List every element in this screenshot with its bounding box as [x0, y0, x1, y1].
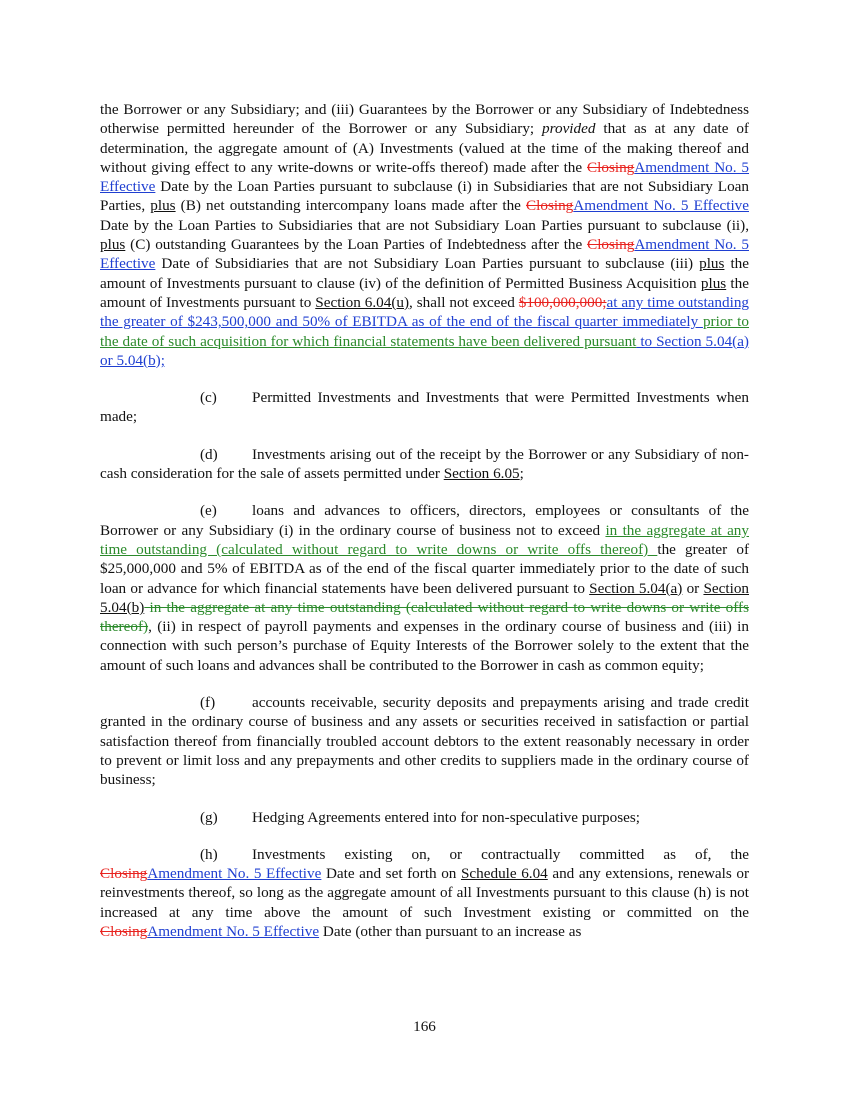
underlined-term: plus	[150, 197, 176, 215]
document-page	[100, 100, 749, 941]
inserted-text: Amendment No. 5 Effective	[147, 922, 320, 940]
underlined-term: plus	[699, 255, 725, 273]
clause-label: (h)	[200, 845, 218, 863]
clause-label: (e)	[200, 502, 217, 520]
deleted-text: $100,000,000;	[518, 293, 607, 311]
underlined-term: plus	[700, 274, 727, 292]
inserted-text: Amendment No. 5 Effective	[573, 197, 749, 215]
clause-h: (h) Investments existing on, or contractually committed as of, the ClosingAmendment No. 5 Effective Date and set forth on Schedule 6.04 and any extensions, renewals or reinvestments thereof, so long as the aggregate amount of all Investments pursuant to this clause (h) is not increased at any time above the amount of such Investment existing or committed on the ClosingAmendment No. 5 Effective Date (other than pursuant to an increase as	[100, 845, 750, 940]
clause-f: (f) accounts receivable, security deposits and prepayments arising and trade credit granted in the ordinary course of business and any assets or securities received in satisfaction or partial satisfaction thereof from financially troubled account debtors to the extent reasonably necessary in order to prevent or limit loss and any prepayments and other credits to suppliers made in the ordinary course of business;	[100, 694, 749, 789]
deleted-text: Closing	[587, 236, 635, 254]
inserted-text: Amendment No. 5 Effective	[100, 158, 750, 196]
deleted-text: Closing	[587, 158, 635, 176]
clause-label: (g)	[200, 808, 218, 826]
inserted-text-green: in the aggregate at any time outstanding (calculated without regard to write downs or write offs thereof)	[100, 521, 749, 558]
deleted-text: Closing	[526, 197, 574, 215]
paragraph-continuation: the Borrower or any Subsidiary; and (iii) Guarantees by the Borrower or any Subsidiary of Indebtedness otherwise permitted hereunder of the Borrower or any Subsidiary; provided that as at any date of determination, the aggregate amount of (A) Investments (valued at the time of the making thereof and without giving effect to any write-downs or write-offs thereof) made after the ClosingAmendment No. 5 Effective Date by the Loan Parties pursuant to subclause (i) in Subsidiaries that are not Subsidiary Loan Parties, plus (B) net outstanding intercompany loans made after the ClosingAmendment No. 5 Effective Date by the Loan Parties to Subsidiaries that are not Subsidiary Loan Parties pursuant to subclause (ii), plus (C) outstanding Guarantees by the Loan Parties of Indebtedness after the ClosingAmendment No. 5 Effective Date of Subsidiaries that are not Subsidiary Loan Parties pursuant to subclause (iii) plus the amount of Investments pursuant to clause (iv) of the definition of Permitted Business Acquisition plus the amount of Investments pursuant to Section 6.04(u), shall not exceed $100,000,000;at any time outstanding the greater of $243,500,000 and 50% of EBITDA as of the end of the fiscal quarter immediately prior to the date of such acquisition for which financial statements have been delivered pursuant to Section 5.04(a) or 5.04(b);	[100, 101, 750, 369]
page-number: 166	[413, 1018, 436, 1035]
clause-g: (g) Hedging Agreements entered into for non-speculative purposes;	[200, 808, 641, 826]
deleted-text: Closing	[100, 865, 148, 883]
inserted-text: to Section 5.04(a) or 5.04(b);	[100, 332, 749, 369]
section-reference: Section 5.04(a)	[589, 579, 683, 597]
section-reference: Section 6.05	[443, 465, 520, 483]
provided-italic: provided	[542, 120, 596, 138]
clause-label: (f)	[200, 694, 216, 712]
inserted-text-green: prior to the date of such acquisition for which financial statements have been delivered pursuant	[100, 313, 749, 350]
clause-e: (e) loans and advances to officers, directors, employees or consultants of the Borrower or any Subsidiary (i) in the ordinary course of business not to exceed in the aggregate at any time outstanding (calculated without regard to write downs or write offs thereof) the greater of $25,000,000 and 5% of EBITDA as of the end of the fiscal quarter immediately prior to the date of such loan or advance for which financial statements have been delivered pursuant to Section 5.04(a) or Section 5.04(b) in the aggregate at any time outstanding (calculated without regard to write downs or write offs thereof), (ii) in respect of payroll payments and expenses in the ordinary course of business and (iii) in connection with such person’s purchase of Equity Interests of the Borrower solely to the extent that the amount of such loans and advances shall be contributed to the Borrower in cash as common equity;	[100, 502, 750, 674]
underlined-term: plus	[100, 236, 126, 254]
section-reference: Section 6.04(u)	[315, 293, 410, 311]
deleted-text: Closing	[100, 922, 148, 940]
inserted-text: Amendment No. 5 Effective	[147, 865, 322, 883]
inserted-text: Amendment No. 5 Effective	[100, 236, 749, 273]
clause-d: (d) Investments arising out of the receipt by the Borrower or any Subsidiary of non-cash consideration for the sale of assets permitted under Section 6.05;	[100, 445, 749, 483]
clause-label: (d)	[200, 445, 218, 463]
section-reference: Section 5.04(b)	[100, 579, 750, 616]
inserted-text: at any time outstanding the greater of $243,500,000 and 50% of EBITDA as of the end of the fiscal quarter immediately	[100, 293, 750, 331]
clause-c: (c) Permitted Investments and Investments that were Permitted Investments when made;	[100, 389, 749, 426]
schedule-reference: Schedule 6.04	[460, 865, 548, 883]
deleted-text-green: in the aggregate at any time outstanding (calculated without regard to write downs or write offs thereof)	[100, 598, 749, 636]
clause-label: (c)	[200, 389, 217, 407]
